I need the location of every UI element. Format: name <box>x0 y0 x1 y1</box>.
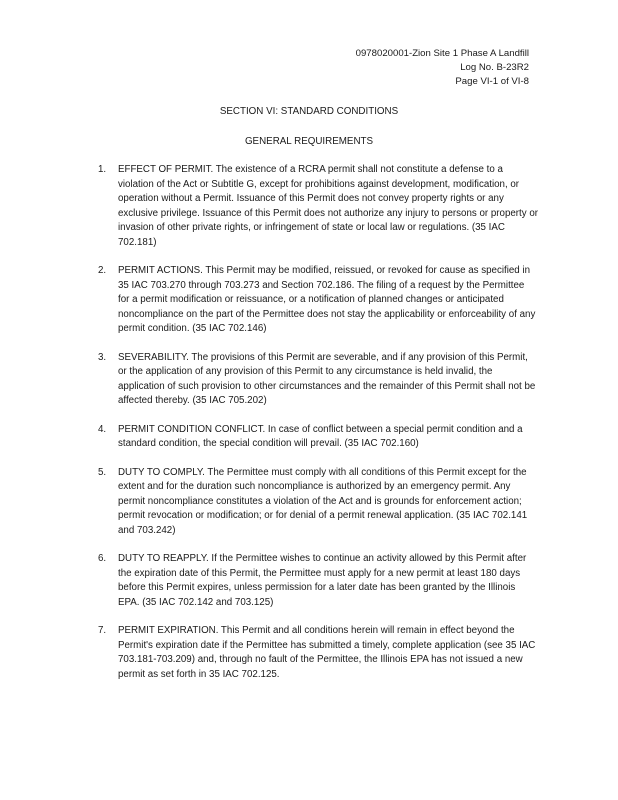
condition-text: PERMIT EXPIRATION. This Permit and all conditions herein will remain in effect beyond the Permit's expiration date if the Permittee has submitted a timely, complete application (see 35 IAC 703.181-703.209) and, through no fault of the Permittee, the Illinois EPA has not issued a new permit as set forth in 35 IAC 702.125. <box>118 625 536 680</box>
condition-text: PERMIT ACTIONS. This Permit may be modified, reissued, or revoked for cause as specified in 35 IAC 703.270 through 703.273 and Section 702.186. The filing of a request by the Permittee for a permit modification or reissuance, or a notification of planned changes or anticipated noncompliance on the part of the Permittee does not stay the applicability or enforceability of any permit condition. (35 IAC 702.146) <box>118 265 536 334</box>
condition-number: 1. <box>98 164 107 175</box>
condition-text: DUTY TO COMPLY. The Permittee must comply with all conditions of this Permit except for the extent and for the duration such noncompliance is authorized by an emergency permit. Any permit noncompliance constitutes a violation of the Act and is grounds for enforcement action; permit revocation or modification; or for denial of a permit renewal application. (35 IAC 702.141 and 703.242) <box>118 466 528 536</box>
header-page-number: Page VI-1 of VI-8 <box>455 76 529 87</box>
condition-number: 6. <box>98 553 107 564</box>
condition-item <box>98 466 538 539</box>
conditions-list <box>98 163 538 696</box>
condition-item <box>98 423 538 452</box>
condition-number: 5. <box>98 466 107 478</box>
sub-title: GENERAL REQUIREMENTS <box>244 136 374 147</box>
condition-text: PERMIT CONDITION CONFLICT. In case of conflict between a special permit condition and a standard condition, the special condition will prevail. (35 IAC 702.160) <box>118 423 523 449</box>
condition-text: SEVERABILITY. The provisions of this Permit are severable, and if any provision of this Permit, or the application of any provision of this Permit to any circumstance is held invalid, the application of such provision to other circumstances and the remainder of this Permit shall not be affected thereby. (35 IAC 705.202) <box>118 351 536 406</box>
page-header <box>356 47 529 89</box>
condition-number: 3. <box>98 351 107 363</box>
condition-text: DUTY TO REAPPLY. If the Permittee wishes to continue an activity allowed by this Permit after the expiration date of this Permit, the Permittee must apply for a new permit at least 180 days before this Permit expires, unless permission for a later date has been granted by the Illinois EPA. (35 IAC 702.142 and 703.125) <box>118 553 527 608</box>
condition-number: 2. <box>98 265 107 276</box>
condition-number: 7. <box>98 625 107 636</box>
condition-text: EFFECT OF PERMIT. The existence of a RCRA permit shall not constitute a defense to a violation of the Act or Subtitle G, except for prohibitions against development, modification, or operation without a Permit. Issuance of this Permit does not convey property rights or any exclusive privilege. Issuance of this Permit does not authorize any injury to persons or property or invasion of other private rights, or infringement of state or local law or regulations. (35 IAC 702.181) <box>118 164 538 248</box>
condition-item <box>98 264 538 337</box>
condition-number: 4. <box>98 423 107 435</box>
header-log-number: Log No. B-23R2 <box>460 62 529 73</box>
condition-item <box>98 163 538 250</box>
header-site-line: 0978020001-Zion Site 1 Phase A Landfill <box>355 48 529 59</box>
condition-item <box>98 351 538 409</box>
condition-item <box>98 624 538 682</box>
condition-item <box>98 552 538 610</box>
section-title: SECTION VI: STANDARD CONDITIONS <box>219 106 399 117</box>
